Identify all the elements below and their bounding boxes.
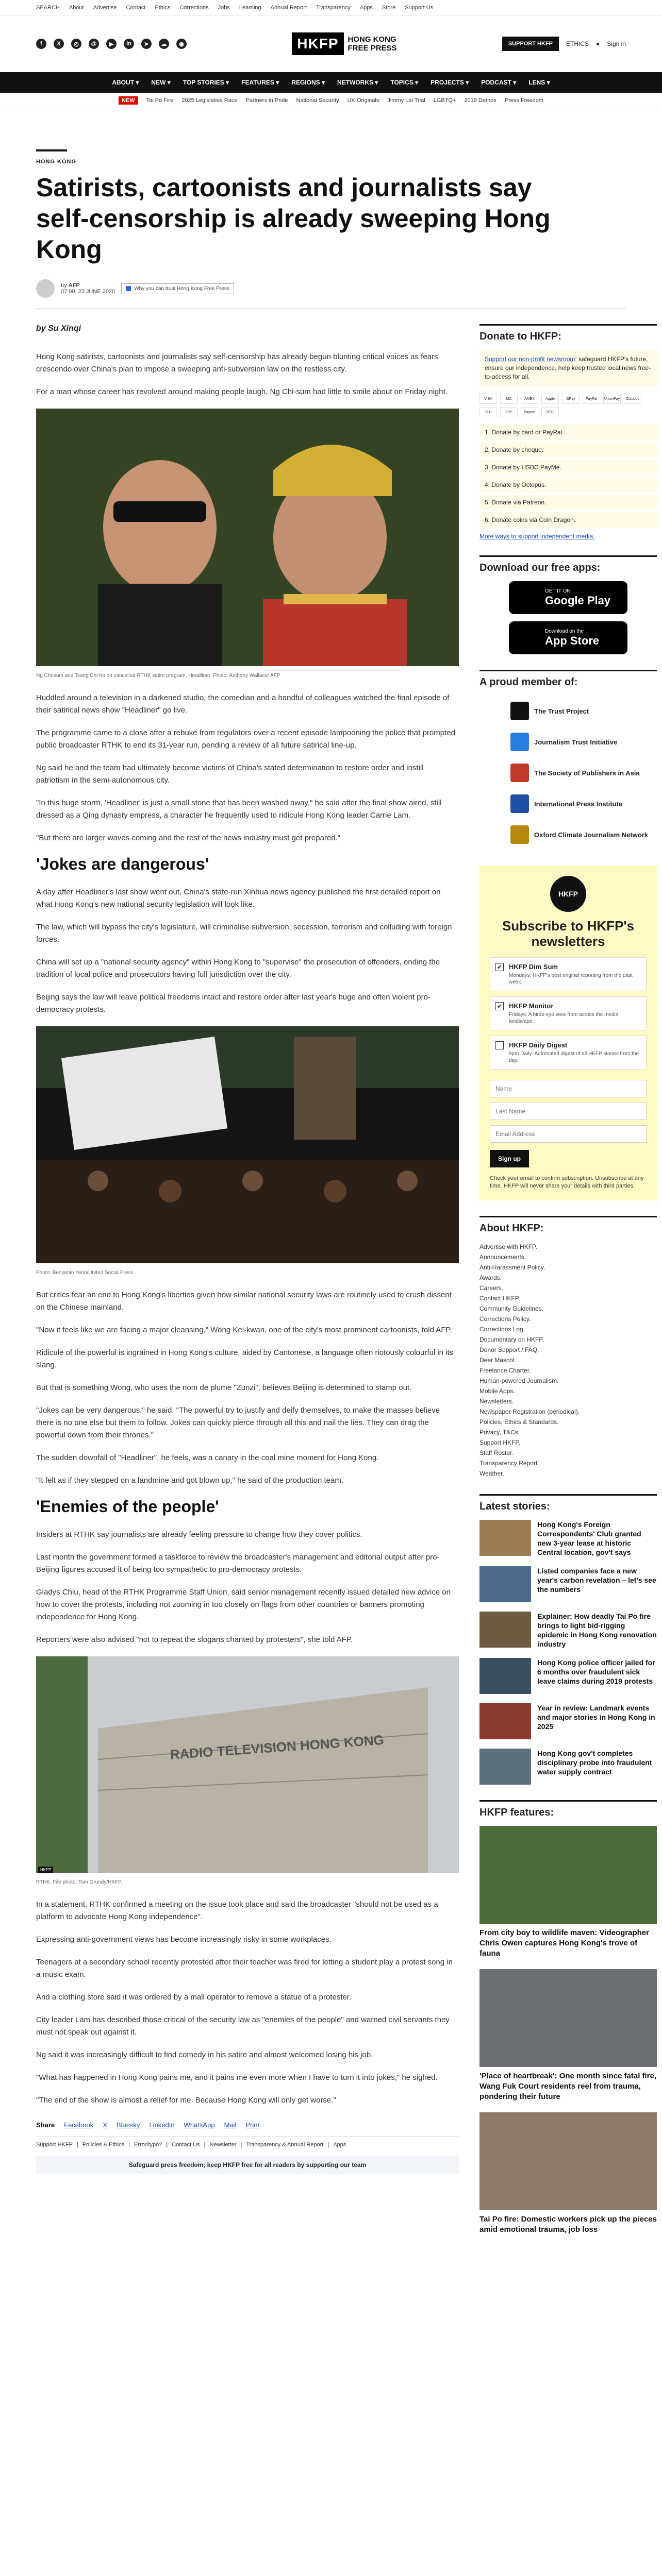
paragraph: Reporters were also advised "not to repeat the slogans chanted by protesters", she told AFP. [36,1635,353,1644]
member-logo[interactable] [479,788,657,819]
share-link[interactable]: Print [245,2121,260,2129]
about-link[interactable]: Freelance Charter. [479,1367,531,1374]
newsletter-option[interactable] [490,996,647,1030]
story-thumbnail [479,1520,531,1556]
member-logo[interactable] [479,696,657,726]
by-label: by [61,282,67,289]
donate-link[interactable]: Support our non-profit newsroom [485,355,575,363]
footer-link[interactable]: Contact Us [172,2142,200,2148]
latest-heading: Latest stories: [479,1494,657,1513]
sub-nav [0,93,662,108]
support-banner[interactable]: Safeguard press freedom; keep HKFP free for all readers by supporting our team [36,2156,459,2174]
footer-link[interactable]: Policies & Ethics [82,2142,125,2148]
article-body [36,324,459,2245]
about-link[interactable]: Weather. [479,1470,504,1477]
separator: | [128,2142,130,2148]
member-name: The Society of Publishers in Asia [534,769,640,777]
newsletter-desc: 9pm Daily: Automated digest of all HKFP stories from the day. [509,1051,639,1063]
member-mark-icon [510,825,529,844]
share-link[interactable]: LinkedIn [149,2121,175,2129]
features-heading: HKFP features: [479,1800,657,1819]
nav-item[interactable]: NEW ▾ [151,79,171,86]
utility-link[interactable]: Support Us [405,4,434,11]
article-photo-comedians [36,409,459,669]
photo-caption: Photo: Benjamin Yeon/United Social Press. [36,1270,135,1276]
story-thumbnail [479,1703,531,1739]
paragraph: Huddled around a television in a darkened studio, the comedian and a handful of colleagues watched the final episode of their satirical news show "Headliner" go live. [36,693,450,715]
article-header [36,149,626,309]
payment-icon: VISA [479,394,497,404]
paragraph: Gladys Chiu, head of the RTHK Programme Staff Union, said senior management recently issued detailed new advice on how to cover the protests, including not zooming in too closely on flags from other countries or banners promoting independence for Hong Kong. [36,1588,451,1621]
utility-link[interactable]: Ethics [155,4,171,11]
footer-link[interactable]: Error/typo? [134,2142,162,2148]
separator: | [240,2142,242,2148]
latest-story[interactable] [479,1520,657,1557]
paragraph: Ng said it was increasingly difficult to find comedy in his satire and almost welcomed losing his job. [36,2050,373,2059]
member-logo[interactable] [479,819,657,850]
footer-link[interactable]: Support HKFP [36,2142,73,2148]
about-link[interactable]: Mobile Apps. [479,1387,515,1395]
protest-image [36,1026,459,1263]
newsletter-option-text [509,1002,641,1025]
utility-link[interactable]: Learning [239,4,261,11]
subnav-link[interactable]: Press Freedom [504,97,543,104]
feature-story[interactable] [479,2112,657,2235]
story-thumbnail [479,1749,531,1785]
utility-bar [0,0,662,15]
paragraph: The sudden downfall of "Headliner", he feels, was a canary in the coal mine moment for Hong Kong. [36,1453,379,1462]
payment-icon: UnionPay [603,394,621,404]
sign-in-link[interactable]: Sign in [607,40,626,47]
about-link[interactable]: Careers. [479,1284,504,1292]
separator: | [166,2142,168,2148]
newsletter-box [479,866,657,1200]
nav-item[interactable]: FEATURES ▾ [241,79,279,86]
trust-button[interactable] [121,283,234,294]
payment-icons [479,394,657,417]
site-header [0,15,662,72]
about-link[interactable]: Newspaper Registration (periodical). [479,1408,580,1415]
utility-link[interactable]: Advertise [93,4,117,11]
comedians-image [36,409,459,666]
subheading: 'Enemies of the people' [36,1497,219,1516]
donate-heading: Donate to HKFP: [479,324,657,343]
feature-title: Tai Po fire: Domestic workers pick up the pieces amid emotional trauma, job loss [479,2215,657,2234]
member-name: Journalism Trust Initiative [534,738,618,746]
member-name: International Press Institute [534,800,623,808]
support-hkfp-button[interactable]: SUPPORT HKFP [502,37,559,51]
subheading: 'Jokes are dangerous' [36,855,209,873]
share-link[interactable]: WhatsApp [184,2121,215,2129]
sidebar [479,324,657,2245]
last-name-input[interactable] [490,1103,647,1120]
donate-option[interactable]: 3. Donate by HSBC PayMe. [479,460,657,475]
payment-icon: PayPal [583,394,600,404]
article-photo-rthk [36,1656,459,1875]
email-input[interactable] [490,1125,647,1143]
about-link[interactable]: Documentary on HKFP. [479,1336,544,1343]
newsletter-desc: Fridays: A birds-eye view from across the media landscape. [509,1012,619,1024]
subnav-link[interactable]: UK Originals [347,97,379,104]
about-link[interactable]: Community Guidelines. [479,1305,544,1312]
newsletter-logo: HKFP [550,876,586,912]
facebook-icon[interactable]: f [36,39,46,49]
paragraph: "The end of the show is almost a relief for me. Because Hong Kong will only get worse." [36,2096,336,2105]
paragraph: Insiders at RTHK say journalists are already feeling pressure to change how they cover politics. [36,1530,362,1539]
article-category[interactable]: HONG KONG [36,159,77,165]
separator: | [204,2142,206,2148]
story-title: Listed companies face a new year's carbon revelation – let's see the numbers [537,1567,656,1594]
payment-icon: Payme [521,407,538,417]
story-thumbnail [479,1612,531,1648]
about-link[interactable]: Anti-Harassment Policy. [479,1264,545,1271]
name-input[interactable] [490,1080,647,1097]
nav-item[interactable]: ABOUT ▾ [112,79,139,86]
story-title: Hong Kong gov't completes disciplinary probe into fraudulent water supply contract [537,1749,652,1776]
latest-story[interactable] [479,1703,657,1739]
paragraph: "What has happened in Hong Kong pains me, and it pains me even more when I have to turn it into jokes," he sighed. [36,2073,438,2082]
instagram-icon[interactable]: ◎ [71,39,81,49]
nav-item[interactable]: PROJECTS ▾ [431,79,469,86]
bluesky-icon[interactable]: ☁ [159,39,169,49]
story-title: Hong Kong's Foreign Correspondents' Club granted new 3-year lease at historic Central location, gov't says [537,1520,641,1556]
share-label: Share [36,2121,55,2129]
google-play-small: GET IT ON [545,588,571,594]
newsletter-name: HKFP Daily Digest [509,1041,568,1049]
nav-item[interactable]: PODCAST ▾ [481,79,517,86]
paragraph: A day after Headliner's last show went out, China's state-run Xinhua news agency published the first detailed report on what Hong Kong's new national security legislation will look like. [36,888,441,909]
about-link[interactable]: Announcements. [479,1253,526,1261]
author-avatar [36,279,55,298]
paragraph: Hong Kong satirists, cartoonists and journalists say self-censorship has already begun blunting critical voices as fears crescendo over China's plan to impose a sweeping anti-subversion law on the restless city. [36,352,438,374]
feature-stories [479,1826,657,2235]
about-link[interactable]: Human-powered Journalism. [479,1377,559,1384]
apps-heading: Download our free apps: [479,555,657,574]
about-link[interactable]: Staff Roster. [479,1449,514,1456]
share-link[interactable]: Mail [224,2121,237,2129]
footer-link[interactable]: Transparency & Annual Report [246,2142,324,2148]
newsletter-desc: Mondays: HKFP's best original reporting from the past week. [509,973,633,985]
latest-story[interactable] [479,1612,657,1649]
new-badge: NEW [119,96,138,105]
separator: | [327,2142,329,2148]
paragraph: But critics fear an end to Hong Kong's liberties given how similar national security laws are routinely used to crush dissent on the Chinese mainland. [36,1291,452,1312]
nav-item[interactable]: TOPICS ▾ [390,79,419,86]
newsletter-options [490,957,647,1070]
main-nav [0,72,662,93]
paragraph: "Now it feels like we are facing a major cleansing," Wong Kei-kwan, one of the city's most prominent cartoonists, told AFP. [36,1326,452,1334]
payment-icon: AMEX [521,394,538,404]
paragraph: Teenagers at a secondary school recently protested after their teacher was fired for letting a student play a protest song in a music exam. [36,1958,453,1979]
latest-stories [479,1520,657,1785]
hkfp-watermark: HKFP [38,1867,53,1873]
utility-link[interactable]: Contact [126,4,146,11]
paragraph: Expressing anti-government views has become increasingly risky in some workplaces. [36,1935,332,1944]
about-link[interactable]: Corrections Log. [479,1326,525,1333]
payment-icon: FPS [500,407,518,417]
latest-story[interactable] [479,1749,657,1785]
newsletter-option-text [509,1041,641,1064]
share-link[interactable]: Bluesky [116,2121,140,2129]
trust-label: Why you can trust Hong Kong Free Press [134,285,229,292]
donate-text: : safeguard HKFP's future, ensure our independence, help keep trusted local news free-to-access for all. [485,355,651,380]
user-icon[interactable]: ● [596,40,600,47]
logo-line-1: HONG KONG [347,35,396,44]
trust-icon [126,286,131,291]
utility-link[interactable]: Annual Report [270,4,307,11]
member-name: Oxford Climate Journalism Network [534,831,649,839]
donate-option[interactable]: 1. Donate by card or PayPal. [479,425,657,440]
latest-story[interactable] [479,1566,657,1602]
story-title: Year in review: Landmark events and major stories in Hong Kong in 2025 [537,1704,655,1731]
story-thumbnail [479,1658,531,1694]
feature-title: From city boy to wildlife maven: Videographer Chris Owen captures Hong Kong's trove of fauna [479,1928,649,1958]
paragraph: "It felt as if they stepped on a landmine and got blown up," he said of the production team. [36,1476,344,1485]
newsletter-option-text [509,963,641,986]
checkbox[interactable] [495,1041,504,1049]
feature-story[interactable] [479,1969,657,2102]
share-bar [36,2121,459,2137]
about-link[interactable]: Transparency Report. [479,1460,539,1467]
separator: | [76,2142,78,2148]
app-store-small: Download on the [545,628,584,634]
subnav-link[interactable]: 2025 Legislative Race [181,97,238,104]
subnav-link[interactable]: 2019 Demos [464,97,496,104]
google-play-button[interactable] [509,581,627,614]
photo-caption: RTHK. File photo: Tom Grundy/HKFP. [36,1879,123,1885]
newsletter-note: Check your email to confirm subscription. Unsubscribe at any time. HKFP will never share your details with third parties. [490,1175,644,1189]
rss-icon[interactable]: ◉ [176,39,187,49]
utility-link[interactable]: SEARCH [36,4,60,11]
app-store-label: App Store [545,634,600,647]
feature-image [479,1826,657,1924]
subnav-link[interactable]: National Security [296,97,339,104]
paragraph: "In this huge storm, 'Headliner' is just a small stone that has been washed away," he said after the final show aired, still dressed as a Qing dynasty empress, a character he frequently used to ridicule Hong Kong leader Carrie Lam. [36,799,442,820]
member-logo[interactable] [479,757,657,788]
rthk-sign-text: RADIO TELEVISION HONG KONG [169,1732,385,1762]
utility-link[interactable]: Store [382,4,396,11]
logo-wordmark [348,35,397,53]
author-name[interactable]: AFP [68,282,80,289]
social-links [36,39,187,49]
article-byline: by Su Xinqi [36,324,81,333]
site-logo[interactable] [292,32,396,55]
newsletter-option[interactable] [490,957,647,991]
donate-option[interactable]: 2. Donate by cheque. [479,442,657,457]
app-store-button[interactable] [509,621,627,654]
youtube-icon[interactable]: ▶ [106,39,117,49]
divider [36,308,626,309]
story-title: Explainer: How deadly Tai Po fire brings to light bid-rigging epidemic in Hong Kong renovation industry [537,1612,657,1648]
subnav-link[interactable]: Jimmy Lai Trial [387,97,425,104]
utility-link[interactable]: Corrections [179,4,209,11]
threads-icon[interactable]: @ [89,39,99,49]
rthk-building-image [36,1656,459,1873]
telegram-icon[interactable]: ➤ [141,39,152,49]
member-name: The Trust Project [534,707,589,715]
paragraph: Ng said he and the team had ultimately become victims of China's stated determination to restore order and instill patriotism in the semi-autonomous city. [36,764,424,785]
linkedin-icon[interactable]: in [124,39,134,49]
about-link[interactable]: Support HKFP. [479,1439,521,1446]
about-link[interactable]: Newsletters. [479,1398,514,1405]
sign-up-button[interactable]: Sign up [490,1150,529,1167]
newsletter-name: HKFP Monitor [509,1002,554,1010]
nav-item[interactable]: NETWORKS ▾ [337,79,378,86]
logo-line-2: FREE PRESS [347,44,397,53]
more-ways-link[interactable]: More ways to support independent media. [479,533,595,540]
subnav-link[interactable]: LGBTQ+ [433,97,456,104]
newsletter-option[interactable] [490,1036,647,1070]
newsletter-name: HKFP Dim Sum [509,963,558,971]
about-link[interactable]: Deer Mascot. [479,1357,517,1364]
paragraph: But that is something Wong, who uses the nom de plume "Zunzi", believes Beijing is determined to stamp out. [36,1383,412,1392]
article-photo-protest [36,1026,459,1266]
nav-item[interactable]: TOP STORIES ▾ [183,79,229,86]
feature-title: 'Place of heartbreak': One month since fatal fire, Wang Fuk Court residents reel from trauma, pondering their future [479,2072,657,2101]
story-title: Hong Kong police officer jailed for 6 months over fraudulent sick leave claims during 2019 protests [537,1658,655,1685]
utility-link[interactable]: Jobs [218,4,230,11]
google-play-label: Google Play [545,594,611,607]
nav-item[interactable]: REGIONS ▾ [291,79,325,86]
photo-caption: Ng Chi-sum and Tsang Chi-ho on cancelled RTHK satire program, Headliner. Photo: Anthony Wallace/ AFP [36,673,280,679]
payment-icon: BTC [541,407,559,417]
paragraph: "Jokes can be very dangerous," he said. "The powerful try to justify and deify themselves, to make the masses believe there is no one else but them to follow. Jokes can quickly pierce through all this and nail the lies. They can drag the powerful down from their thrones." [36,1406,440,1439]
payment-icon: MC [500,394,518,404]
about-link[interactable]: Advertise with HKFP. [479,1243,537,1250]
donate-intro [479,350,657,386]
payment-icon: Octopus [624,394,641,404]
paragraph: The programme came to a close after a rebuke from regulators over a recent episode lampooning the police that prompted public broadcaster RTHK to end its 31-year run, pending a review of all future satirical line-up. [36,728,455,750]
paragraph: China will set up a "national security agency" within Hong Kong to "supervise" the prosecution of offenders, ending the tradition of local police and prosecutors having full jurisdiction over the city. [36,958,440,979]
article-footer-links [36,2142,459,2148]
payment-icon: GPay [562,394,580,404]
author-block [61,282,115,295]
header-actions [502,37,626,51]
utility-link[interactable]: Transparency [316,4,351,11]
paragraph: And a clothing store said it was ordered by a mall operator to remove a statue of a protester. [36,1993,352,2002]
member-mark-icon [510,733,529,751]
subnav-link[interactable]: Tai Po Fire [146,97,174,104]
nav-item[interactable]: LENS ▾ [528,79,550,86]
share-link[interactable]: X [103,2121,107,2129]
about-link[interactable]: Privacy, T&Cs. [479,1429,520,1436]
member-logos [479,696,657,850]
paragraph: "But there are larger waves coming and the rest of the news industry must get prepared." [36,834,341,842]
member-mark-icon [510,764,529,782]
paragraph: Beijing says the law will leave political freedoms intact and restore order after last year's huge and often violent pro-democracy protests. [36,993,431,1014]
about-links [479,1242,657,1479]
member-mark-icon [510,794,529,813]
feature-image [479,1969,657,2067]
footer-link[interactable]: Apps [333,2142,346,2148]
feature-story[interactable] [479,1826,657,1959]
about-link[interactable]: Awards. [479,1274,502,1281]
subnav-link[interactable]: Partners in Pride [245,97,288,104]
article-title: Satirists, cartoonists and journalists say self-censorship is already sweeping Hong Kong [36,173,551,264]
about-link[interactable]: Policies, Ethics & Standards. [479,1418,559,1426]
about-heading: About HKFP: [479,1216,657,1234]
article-meta [36,279,626,298]
about-link[interactable]: Donor Support / FAQ. [479,1346,539,1353]
member-heading: A proud member of: [479,670,657,688]
feature-image [479,2112,657,2210]
member-logo[interactable] [479,726,657,757]
donate-option[interactable]: 5. Donate via Patreon. [479,495,657,510]
about-link[interactable]: Contact HKFP. [479,1295,520,1302]
payment-icon: Apple [541,394,559,404]
checkbox[interactable]: ✔ [495,963,504,971]
utility-link[interactable]: Apps [359,4,373,11]
about-link[interactable]: Corrections Policy. [479,1315,531,1323]
paragraph: Last month the government formed a taskforce to review the broadcaster's management and editorial output after pro-Beijing figures accused it of being too sympathetic to pro-democracy protests. [36,1553,440,1574]
donate-option[interactable]: 6. Donate coins via Coin Dragon. [479,512,657,528]
latest-story[interactable] [479,1658,657,1694]
utility-link[interactable]: About [69,4,84,11]
x-icon[interactable]: X [54,39,64,49]
paragraph: City leader Lam has described those critical of the security law as "enemies of the people" and warned civil servants they must not speak out against it. [36,2015,450,2037]
checkbox[interactable]: ✔ [495,1002,504,1010]
paragraph: The law, which will bypass the city's legislature, will criminalise subversion, secession, terrorism and colluding with foreign forces. [36,923,452,944]
member-mark-icon [510,702,529,720]
paragraph: For a man whose career has revolved around making people laugh, Ng Chi-sum had little to smile about on Friday night. [36,387,448,396]
paragraph: In a statement, RTHK confirmed a meeting on the issue took place and said the broadcaster "should not be used as a platform to advocate Hong Kong independence". [36,1900,438,1921]
category-rule [36,149,67,151]
donate-options [479,425,657,528]
payment-icon: JCB [479,407,497,417]
logo-mark: HKFP [292,32,343,55]
publish-date: 07:00, 23 JUNE 2020 [61,289,115,295]
footer-link[interactable]: Newsletter [209,2142,237,2148]
story-thumbnail [479,1566,531,1602]
donate-option[interactable]: 4. Donate by Octopus. [479,477,657,493]
paragraph: Ridicule of the powerful is ingrained in Hong Kong's culture, aided by Cantonese, a language often riotously colourful in its slang. [36,1348,454,1369]
newsletter-title: Subscribe to HKFP's newsletters [502,918,635,949]
ethics-link[interactable]: ETHICS [566,40,589,47]
share-link[interactable]: Facebook [64,2121,94,2129]
